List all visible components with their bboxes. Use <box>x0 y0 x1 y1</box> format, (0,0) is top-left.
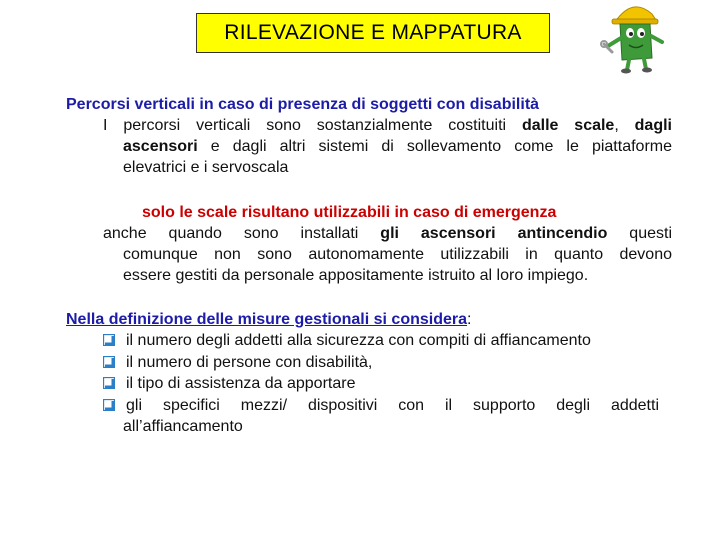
para2-line2: comunque non sono autonomamente utilizzabili in quanto devono <box>123 246 672 263</box>
heading2-suffix: : <box>467 311 472 328</box>
heading-vertical-paths: Percorsi verticali in caso di presenza di soggetti con disabilità <box>66 96 540 113</box>
para1-line3: elevatrici e i servoscala <box>123 159 289 176</box>
heading2-text: Nella definizione delle misure gestionali si considera <box>66 311 468 328</box>
para1-dagli-bold: dagli <box>634 117 672 134</box>
list-item <box>103 395 659 417</box>
para2-line1 <box>103 223 672 244</box>
checkbox-square-icon <box>103 377 115 389</box>
list-item <box>103 373 659 395</box>
para1-line2 <box>103 136 672 157</box>
list-item-text: il numero di persone con disabilità, <box>126 353 373 371</box>
para2-line3: essere gestiti da personale appositamente istruito al loro impiego. <box>123 267 589 284</box>
slide-title-text: RILEVAZIONE E MAPPATURA <box>224 21 522 44</box>
para2-fire-elevators-bold: gli ascensori antincendio <box>380 225 608 242</box>
para1-stairs-bold: dalle scale <box>521 117 615 134</box>
emergency-stairs-note: solo le scale risultano utilizzabili in caso di emergenza <box>142 204 557 221</box>
list-item-text: gli specifici mezzi/ dispositivi con il supporto degli addetti <box>126 396 659 414</box>
paragraph-vertical-paths <box>103 115 672 178</box>
list-item <box>103 352 659 374</box>
list-item <box>103 330 659 352</box>
para1-line1-c: , <box>614 117 635 134</box>
heading-management-measures <box>66 309 471 330</box>
slide-title <box>196 13 550 53</box>
list-item-continuation: all’affiancamento <box>123 418 243 435</box>
para1-line2-b: e dagli altri sistemi di sollevamento come le piattaforme <box>197 138 672 155</box>
checkbox-square-icon <box>103 399 115 411</box>
para1-ascensori-bold: ascensori <box>123 138 198 155</box>
list-item-text: il numero degli addetti alla sicurezza con compiti di affiancamento <box>126 332 591 349</box>
checkbox-square-icon <box>103 334 115 346</box>
house-mascot-hardhat-icon <box>600 0 670 74</box>
checkbox-square-icon <box>103 356 115 368</box>
para2-line1-a: anche quando sono installati <box>103 225 381 242</box>
considerations-list <box>103 330 659 438</box>
paragraph-fire-elevators <box>103 223 672 286</box>
para1-line1 <box>103 115 672 136</box>
para2-line1-c: questi <box>607 225 673 242</box>
para1-line1-a: I percorsi verticali sono sostanzialmente costituiti <box>103 117 522 134</box>
list-item-text: il tipo di assistenza da apportare <box>126 375 356 392</box>
